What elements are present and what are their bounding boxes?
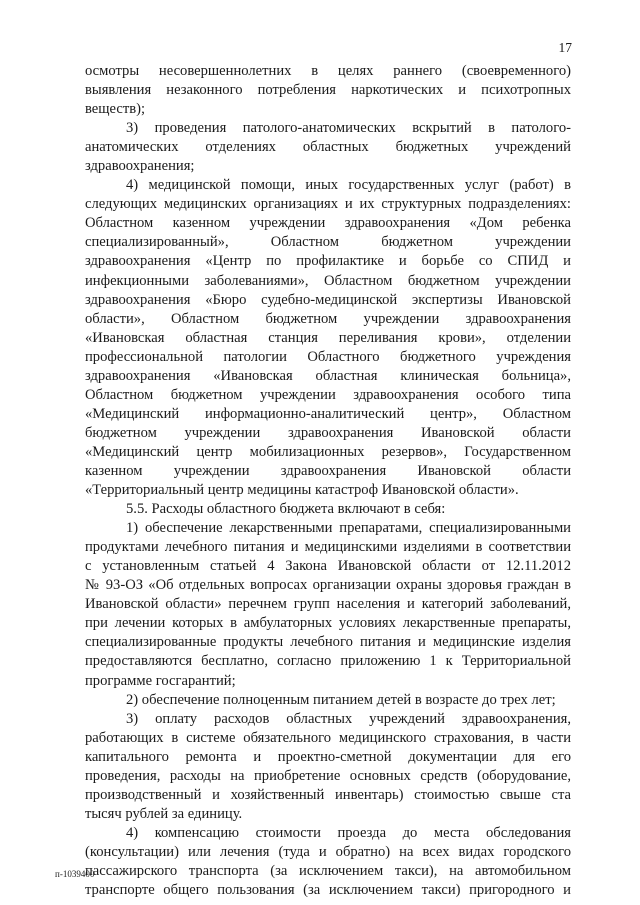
text-line: осмотры несовершеннолетних в целях раннего (своевременного) <box>85 63 571 79</box>
text-line: специализированный», Областном бюджетном учреждении <box>85 234 571 251</box>
text-line: № 93-ОЗ «Об отдельных вопросах организации охраны здоровья граждан в <box>85 577 571 594</box>
text-line: капитального ремонта и проектно-сметной документации для его <box>85 748 571 765</box>
text-line: здравоохранения; <box>85 158 195 175</box>
text-line: Ивановской области» перечнем групп населения и категорий заболеваний, <box>85 596 571 613</box>
text-line: области», Областном бюджетном учреждении здравоохранения <box>85 310 571 327</box>
page-number: 17 <box>558 40 572 55</box>
text-line: анатомических отделениях областных бюджетных учреждений <box>85 139 571 156</box>
text-line: здравоохранения «Ивановская областная клиническая больница», <box>85 367 571 384</box>
text-line: программе госгарантий; <box>85 672 236 689</box>
document-body <box>85 62 571 900</box>
text-line: здравоохранения «Бюро судебно-медицинской экспертизы Ивановской <box>85 291 571 308</box>
text-line: продуктами лечебного питания и медицинскими изделиями в соответствии <box>85 539 571 556</box>
text-line: «Медицинский информационно-аналитический центр», Областном <box>85 405 571 422</box>
text-line: казенном учреждении здравоохранения Ивановской области <box>85 462 571 479</box>
text-line: тысяч рублей за единицу. <box>85 805 243 822</box>
text-line: (консультации) или лечения (туда и обратно) на всех видах городского <box>85 843 571 860</box>
text-line: с установленным статьей 4 Закона Ивановской области от 12.11.2012 <box>85 558 571 575</box>
text-line: 4) медицинской помощи, иных государственных услуг (работ) в <box>126 177 571 194</box>
text-line: бюджетном учреждении здравоохранения Ивановской области <box>85 424 571 441</box>
text-line: транспорте общего пользования (за исключением такси) пригородного и <box>85 882 571 899</box>
text-line: 2) обеспечение полноценным питанием детей в возрасте до трех лет; <box>126 691 556 708</box>
text-line: предоставляются бесплатно, согласно приложению 1 к Территориальной <box>85 653 571 670</box>
text-line: 1) обеспечение лекарственными препаратами, специализированными <box>126 520 571 537</box>
text-line: «Ивановская областная станция переливания крови», отделении <box>85 329 571 346</box>
text-line: здравоохранения «Центр по профилактике и борьбе со СПИД и <box>85 253 571 270</box>
text-line: Областном казенном учреждении здравоохранения «Дом ребенка <box>85 215 571 232</box>
document-code: п-1039400 <box>55 869 95 879</box>
text-line: «Медицинский центр мобилизационных резервов», Государственном <box>85 443 571 460</box>
text-line: 5.5. Расходы областного бюджета включают в себя: <box>126 501 446 518</box>
text-line: профессиональной патологии Областного бюджетного учреждения <box>85 348 571 365</box>
text-line: специализированные продукты лечебного питания и медицинские изделия <box>85 634 571 651</box>
text-line: инфекционными заболеваниями», Областном бюджетном учреждении <box>85 272 571 289</box>
text-line: Областном бюджетном учреждении здравоохранения особого типа <box>85 386 571 403</box>
text-line: следующих медицинских организациях и их структурных подразделениях: <box>85 196 571 213</box>
text-line: 3) оплату расходов областных учреждений здравоохранения, <box>126 710 571 727</box>
text-line: проведения, расходы на приобретение основных средств (оборудование, <box>85 767 571 784</box>
text-line: производственный и хозяйственный инвентарь) стоимостью свыше ста <box>85 786 571 803</box>
text-line: «Территориальный центр медицины катастроф Ивановской области». <box>85 482 519 499</box>
text-line: пассажирского транспорта (за исключением такси), на автомобильном <box>85 862 571 879</box>
text-line: при лечении которых в амбулаторных условиях лекарственные препараты, <box>85 615 571 632</box>
text-line: работающих в системе обязательного медицинского страхования, в части <box>85 729 571 746</box>
text-line: выявления незаконного потребления наркотических и психотропных <box>85 82 571 99</box>
text-line: 3) проведения патолого-анатомических вскрытий в патолого- <box>126 120 571 137</box>
text-line: веществ); <box>85 101 146 118</box>
text-line: 4) компенсацию стоимости проезда до места обследования <box>126 824 571 841</box>
